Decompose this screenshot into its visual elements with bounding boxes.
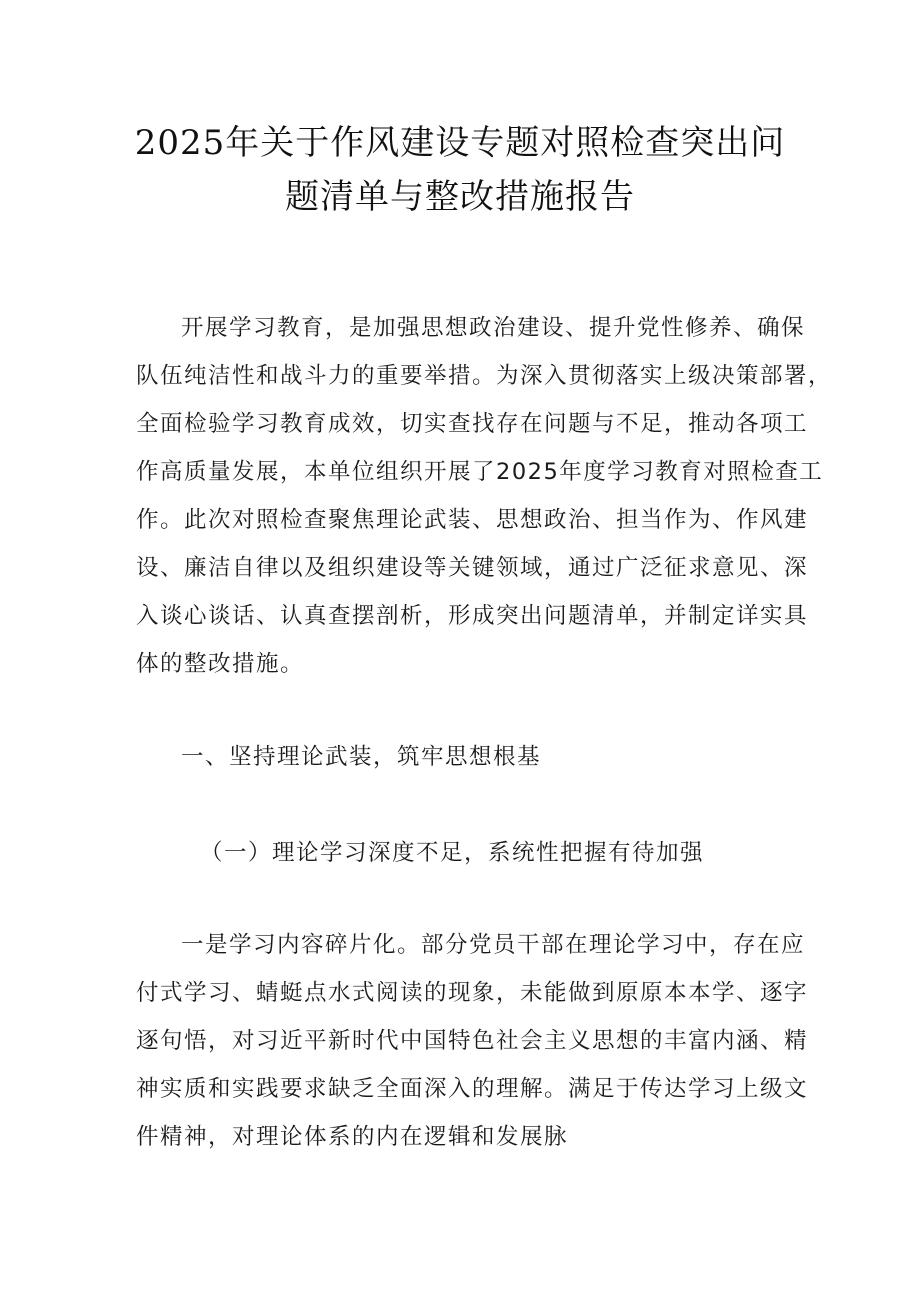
subsection-heading: （一）理论学习深度不足，系统性把握有待加强 [200,840,705,866]
point-line: 神实质和实践要求缺乏全面深入的理解。满足于传达学习上级文 [136,1076,809,1102]
intro-line: 全面检验学习教育成效，切实查找存在问题与不足，推动各项工 [136,411,809,437]
intro-line: 作。此次对照检查聚焦理论武装、思想政治、担当作为、作风建 [136,507,809,533]
intro-line: 队伍纯洁性和战斗力的重要举措。为深入贯彻落实上级决策部署， [136,363,833,389]
intro-line: 作高质量发展，本单位组织开展了2025年度学习教育对照检查工 [136,459,824,485]
point-line: 逐句悟，对习近平新时代中国特色社会主义思想的丰富内涵、精 [136,1028,809,1054]
intro-line: 设、廉洁自律以及组织建设等关键领域，通过广泛征求意见、深 [136,555,809,581]
point-paragraph [136,921,809,1161]
point-line: 付式学习、蜻蜓点水式阅读的现象，未能做到原原本本学、逐字 [136,980,809,1006]
document-title-line-1: 2025年关于作风建设专题对照检查突出问 [134,123,786,163]
intro-line: 入谈心谈话、认真查摆剖析，形成突出问题清单，并制定详实具 [136,603,809,629]
point-line: 件精神，对理论体系的内在逻辑和发展脉 [136,1124,569,1150]
intro-paragraph [136,304,833,688]
point-line: 一是学习内容碎片化。部分党员干部在理论学习中，存在应 [181,932,806,958]
document-title-line-2: 题清单与整改措施报告 [285,177,635,217]
intro-line: 开展学习教育，是加强思想政治建设、提升党性修养、确保 [181,315,806,341]
section-heading: 一、坚持理论武装，筑牢思想根基 [181,744,542,770]
intro-line: 体的整改措施。 [136,651,305,677]
